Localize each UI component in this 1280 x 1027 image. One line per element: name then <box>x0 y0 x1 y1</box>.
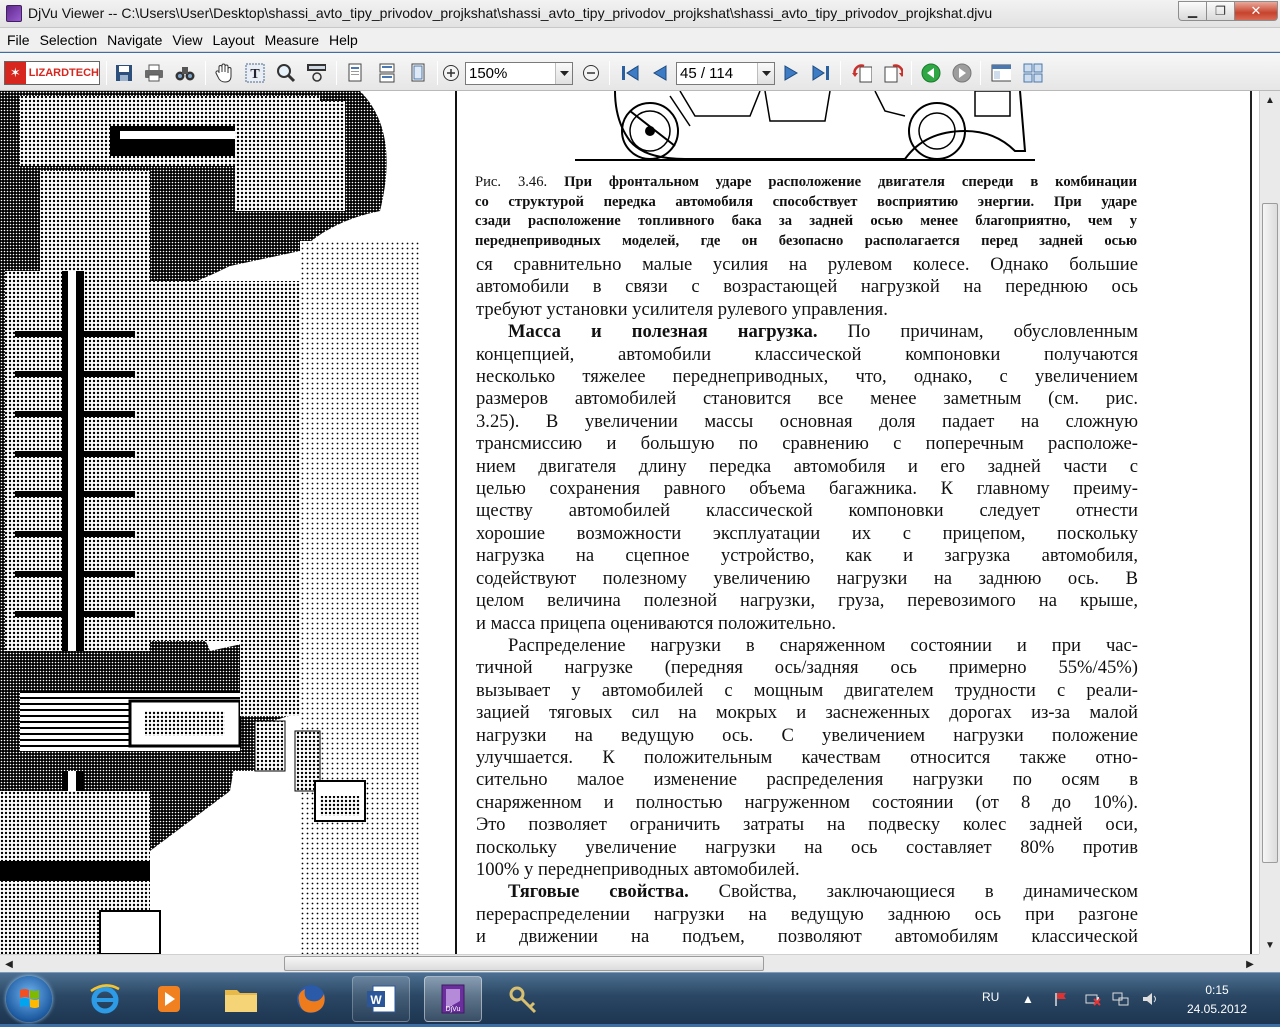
vertical-scroll-thumb[interactable] <box>1262 203 1278 863</box>
internet-explorer-icon <box>87 981 123 1017</box>
text-line: вызывает у автомобилей с мощным двигателем трудности с реали- <box>476 679 1138 701</box>
fit-page-icon[interactable] <box>408 63 428 83</box>
text-line <box>476 881 1138 903</box>
text-line: ществу автомобилей классической компоновки следует отнести <box>476 500 1138 522</box>
text-line: нагрузка на сцепное устройство, как и загрузка автомобиля, <box>476 545 1138 567</box>
zoom-select[interactable] <box>465 62 573 85</box>
back-icon[interactable] <box>921 63 941 83</box>
page-value: 45 / 114 <box>680 65 734 82</box>
text-line: перераспределении нагрузки на ведущую заднюю ось при разгоне <box>476 903 1138 925</box>
scroll-down-icon[interactable]: ▼ <box>1265 939 1275 951</box>
taskbar-media-player[interactable] <box>140 976 198 1022</box>
text-line: ся сравнительно малые усилия на рулевом колесе. Однако большие <box>476 254 1138 275</box>
menu-navigate[interactable]: Navigate <box>107 31 163 48</box>
power-status-icon[interactable] <box>1084 991 1102 1007</box>
window-controls <box>1178 1 1278 21</box>
language-indicator[interactable]: RU <box>982 990 1000 1004</box>
measure-tool-icon[interactable] <box>306 63 326 83</box>
show-hidden-icons-icon[interactable]: ▲ <box>1022 992 1034 1006</box>
next-page-icon[interactable] <box>781 63 801 83</box>
text-run: По причинам, обусловленным <box>817 321 1138 343</box>
toolbar-separator <box>336 61 337 85</box>
toolbar-separator <box>106 61 107 85</box>
text-line: требуют установки усилителя рулевого управления. <box>476 298 888 320</box>
taskbar <box>0 972 1280 1024</box>
menu-file[interactable]: File <box>7 31 30 48</box>
djvu-viewer-icon <box>435 981 471 1017</box>
text-line: Это позволяет ограничить затраты на подвеску колес задней оси, <box>476 814 1138 836</box>
close-button[interactable]: ✕ <box>1234 1 1278 21</box>
toolbar-separator <box>980 61 981 85</box>
car-illustration <box>575 91 1035 163</box>
binoculars-icon[interactable] <box>175 63 195 83</box>
clock-time: 0:15 <box>1205 983 1229 997</box>
first-page-icon[interactable] <box>620 63 640 83</box>
text-select-icon[interactable] <box>245 63 265 83</box>
svg-text:T: T <box>250 67 260 82</box>
text-line: содействуют полезному увеличению нагрузки на заднюю ось. В <box>476 567 1138 589</box>
text-line: поскольку увеличение нагрузки на ось составляет 80% против <box>476 836 1138 858</box>
keys-icon <box>505 981 541 1017</box>
vertical-scrollbar[interactable] <box>1259 91 1280 954</box>
text-line: целью сохранения равного объема багажника. К главному преиму- <box>476 478 1138 500</box>
text-run: Свойства, заключающиеся в динамическом <box>688 881 1138 903</box>
menu-measure[interactable]: Measure <box>264 31 320 48</box>
menu-help[interactable]: Help <box>329 31 358 48</box>
page-left-border <box>455 91 457 954</box>
toolbar-separator <box>911 61 912 85</box>
toolbar-separator <box>437 61 438 85</box>
print-icon[interactable] <box>144 63 164 83</box>
svg-text:DjVu: DjVu <box>445 1006 461 1013</box>
svg-text:W: W <box>370 993 382 1007</box>
text-line: целом величина полезной нагрузки, груза, перевозимого на крыше, <box>476 590 1138 612</box>
taskbar-word[interactable] <box>352 976 410 1022</box>
logo-text: LIZARDTECH <box>28 67 99 79</box>
chevron-down-icon[interactable] <box>757 63 774 84</box>
document-view[interactable] <box>0 91 1259 954</box>
lizard-icon: ✶ <box>5 62 26 84</box>
text-line: несколько тяжелее переднеприводных, что, однако, с увеличением <box>476 366 1138 388</box>
transmission-illustration <box>0 91 420 954</box>
text-line: Распределение нагрузки в снаряженном состоянии и при час- <box>508 634 1138 656</box>
rotate-right-icon[interactable] <box>883 63 903 83</box>
zoom-tool-icon[interactable] <box>276 63 296 83</box>
continuous-page-icon[interactable] <box>377 63 397 83</box>
text-line: и масса прицепа оцениваются положительно. <box>476 612 836 634</box>
volume-icon[interactable] <box>1141 991 1159 1007</box>
window-title: DjVu Viewer -- C:\Users\User\Desktop\shassi_avto_tipy_privodov_projkshat\shassi_avto_tipy_privodov_projkshat\shassi_avto_tipy_privodov_projkshat.djvu <box>28 5 993 21</box>
taskbar-djvu-viewer[interactable] <box>424 976 482 1022</box>
zoom-value: 150% <box>469 65 508 82</box>
text-line: и движении на подъем, позволяют автомобилям классической <box>476 926 1138 948</box>
text-line: 3.25). В увеличении массы основная доля падает на сложную <box>476 410 1138 432</box>
previous-page-icon[interactable] <box>650 63 670 83</box>
text-line: сительно малое изменение распределения нагрузки по осям в <box>476 769 1138 791</box>
figure-caption <box>475 173 1137 251</box>
text-line <box>476 321 1138 343</box>
text-line: улучшается. К положительным качествам относится также отно- <box>476 746 1138 768</box>
single-page-icon[interactable] <box>345 63 365 83</box>
folder-icon <box>222 981 260 1017</box>
menu-selection[interactable]: Selection <box>39 31 98 48</box>
title-bar <box>0 0 1280 28</box>
horizontal-scroll-thumb[interactable] <box>284 956 764 971</box>
maximize-button[interactable]: ❐ <box>1206 1 1234 21</box>
windows-logo-icon <box>6 976 52 1022</box>
chevron-down-icon[interactable] <box>555 63 572 84</box>
djvu-app-icon <box>6 5 22 22</box>
menu-bar <box>0 28 1280 52</box>
firefox-icon <box>293 981 329 1017</box>
start-button[interactable] <box>6 976 52 1022</box>
toolbar <box>0 53 1280 91</box>
thumbnails-icon[interactable] <box>1023 63 1043 83</box>
scroll-left-icon[interactable]: ◀ <box>5 958 13 970</box>
page-select[interactable] <box>676 62 775 85</box>
text-line: автомобили в связи с возрастающей нагрузкой на переднюю ось <box>476 276 1138 298</box>
menu-layout[interactable]: Layout <box>212 31 255 48</box>
text-line: нием двигателя длину передка автомобиля и его задней части с <box>476 455 1138 477</box>
rotate-left-icon[interactable] <box>852 63 872 83</box>
network-icon[interactable] <box>1112 991 1130 1007</box>
text-line: трансмиссию и большую по сравнению с поперечным расположе- <box>476 433 1138 455</box>
text-line: снаряженном и полностью нагруженном состоянии (от 8 до 10%). <box>476 791 1138 813</box>
zoom-out-icon[interactable] <box>581 63 601 83</box>
caption-line: со структурой передка автомобиля способствует восприятию энергии. При ударе <box>475 193 1137 210</box>
zoom-in-icon[interactable] <box>441 63 461 83</box>
page-right-border <box>1250 91 1252 954</box>
toolbar-separator <box>840 61 841 85</box>
section-heading-traction: Тяговые свойства. <box>508 881 689 903</box>
text-line: нагрузки на ведущую ось. С увеличением нагрузки положение <box>476 724 1138 746</box>
toolbar-separator <box>609 61 610 85</box>
scrollbar-corner <box>1259 954 1280 972</box>
text-line: хорошие возможности эксплуатации их с прицепом, поскольку <box>476 522 1138 544</box>
scroll-right-icon[interactable]: ▶ <box>1246 958 1254 970</box>
horizontal-scrollbar[interactable] <box>0 954 1259 972</box>
taskbar-keys-app[interactable] <box>494 976 552 1022</box>
action-center-flag-icon[interactable] <box>1052 991 1070 1007</box>
taskbar-internet-explorer[interactable] <box>76 976 134 1022</box>
media-player-icon <box>151 981 187 1017</box>
caption-line: переднеприводных моделей, где он безопасно располагается перед задней осью <box>475 232 1137 249</box>
toolbar-separator <box>205 61 206 85</box>
text-line: концепцией, автомобили классической компоновки получаются <box>476 343 1138 365</box>
text-line: зацией тяговых сил на мокрых и заснеженных дорогах из-за малой <box>476 702 1138 724</box>
taskbar-explorer[interactable] <box>212 976 270 1022</box>
page-body-text <box>476 254 1138 949</box>
last-page-icon[interactable] <box>811 63 831 83</box>
lizardtech-logo[interactable] <box>4 61 100 85</box>
taskbar-firefox[interactable] <box>282 976 340 1022</box>
menu-view[interactable]: View <box>172 31 203 48</box>
forward-icon[interactable] <box>952 63 972 83</box>
section-heading-mass: Масса и полезная нагрузка. <box>508 321 818 343</box>
word-icon <box>363 981 399 1017</box>
minimize-button[interactable]: ▁ <box>1178 1 1206 21</box>
hand-tool-icon[interactable] <box>214 63 234 83</box>
sidebar-toggle-icon[interactable] <box>991 63 1011 83</box>
caption-line: При фронтальном ударе расположение двигателя спереди в комбинации <box>564 174 1137 190</box>
text-line: размеров автомобилей становится все менее заметным (см. рис. <box>476 388 1138 410</box>
caption-line: сзади расположение топливного бака за задней осью менее благоприятно, чем у <box>475 213 1137 229</box>
clock-date: 24.05.2012 <box>1186 1002 1248 1016</box>
scroll-up-icon[interactable]: ▲ <box>1265 94 1275 106</box>
caption-label: Рис. 3.46. <box>475 174 548 190</box>
save-icon[interactable] <box>114 63 134 83</box>
text-line: тичной нагрузке (передняя ось/задняя ось примерно 55%/45%) <box>476 657 1138 679</box>
system-clock[interactable] <box>1172 981 1262 1019</box>
text-line: 100% у переднеприводных автомобилей. <box>476 858 800 880</box>
